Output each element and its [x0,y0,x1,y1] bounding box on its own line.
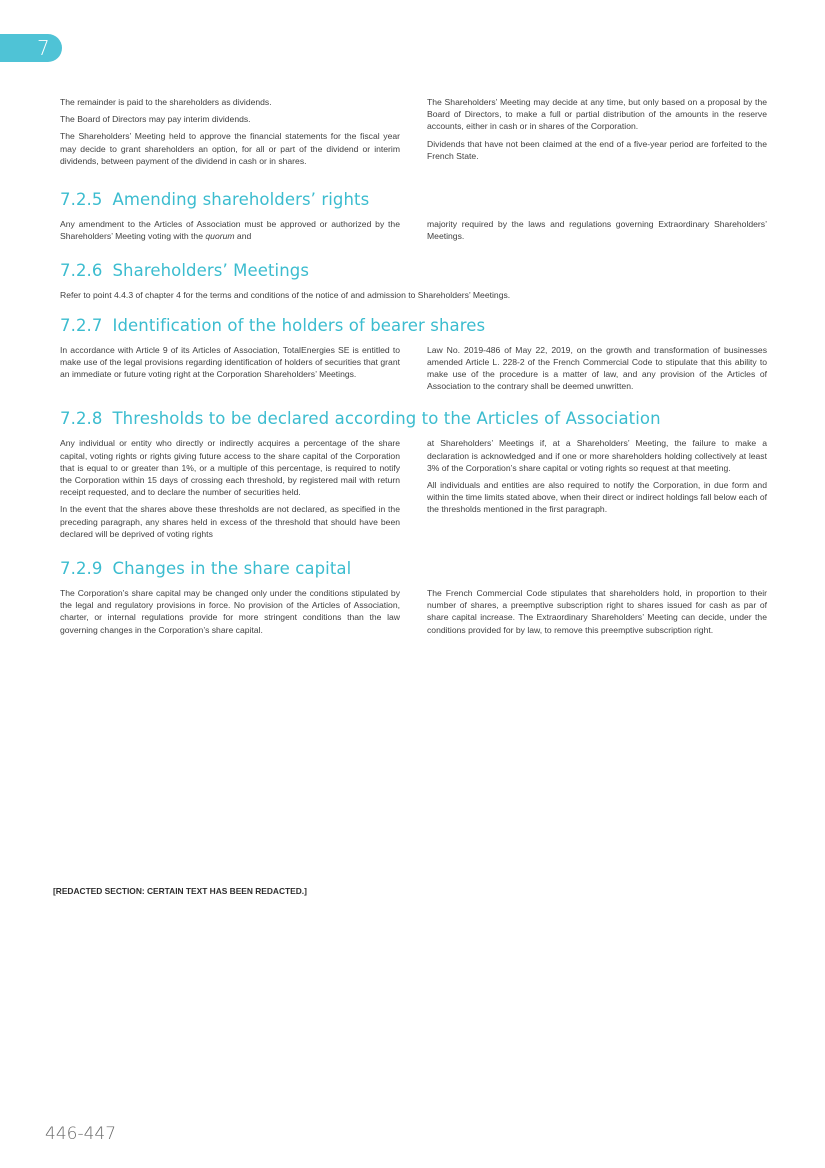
section-7-2-9 [60,559,767,641]
section-heading [60,559,767,579]
redacted-note: [REDACTED SECTION: CERTAIN TEXT HAS BEEN REDACTED.] [53,886,307,896]
section-7-2-6 [60,261,767,301]
paragraph: The Shareholders’ Meeting held to approve the financial statements for the fiscal year may decide to grant shareholders an option, for all or part of the dividend or interim dividends, between payment of the dividend in cash or in shares. [60,131,400,166]
chapter-tab: 7 [0,34,62,62]
paragraph: The remainder is paid to the shareholders as dividends. [60,97,272,107]
section-title: Amending shareholders’ rights [112,190,370,210]
paragraph: The Shareholders’ Meeting may decide at any time, but only based on a proposal by the Board of Directors, to make a full or partial distribution of the amounts in the reserve accounts, either in cash or in shares of the Corporation. [427,97,767,132]
section-heading [60,190,767,210]
section-title: Identification of the holders of bearer shares [112,315,486,335]
section-number: 7.2.5 [60,190,103,210]
paragraph: at Shareholders’ Meetings if, at a Shareholders’ Meeting, the failure to make a declaration is acknowledged and if one or more shareholders holding collectively at least 3% of the Corporation’s share capital or voting rights so request at that meeting. [427,438,767,473]
right-column [427,437,767,545]
paragraph: In accordance with Article 9 of its Articles of Association, TotalEnergies SE is entitled to make use of the legal provisions regarding identification of holders of securities that grant an immediate or future voting right at the Corporation Shareholders’ Meetings. [60,344,400,380]
section-7-2-5 [60,190,767,247]
paragraph: The Board of Directors may pay interim dividends. [60,114,251,125]
right-column [427,344,767,398]
emphasis: quorum [205,231,235,242]
text-run: and [234,231,252,242]
section-heading [60,261,767,281]
intro-left-column [60,96,400,172]
paragraph: Law No. 2019-486 of May 22, 2019, on the growth and transformation of businesses amended Article L. 228-2 of the French Commercial Code to stipulate that this ability to make use of the procedure is a matter of law, and any provision of the Articles of Association to the contrary shall be deemed unwritten. [427,344,767,392]
section-number: 7.2.9 [60,559,103,579]
section-number: 7.2.8 [60,409,103,429]
paragraph: Refer to point 4.4.3 of chapter 4 for the terms and conditions of the notice of and admission to Shareholders’ Meetings. [60,290,511,301]
section-title: Shareholders’ Meetings [112,261,310,281]
right-column [427,218,767,247]
paragraph: The French Commercial Code stipulates that shareholders hold, in proportion to their number of shares, a preemptive subscription right to shares issued for cash as par of share capital increase. The Extraordinary Shareholders’ Meeting can decide, under the conditions provided for by law, to remove this preemptive subscription right. [427,588,767,635]
paragraph: All individuals and entities are also required to notify the Corporation, in due form and within the time limits stated above, when their direct or indirect holdings fall below each of the thresholds mentioned in the first paragraph. [427,480,767,515]
left-column [60,344,400,398]
left-column [60,218,400,247]
page-number: 446-447 [45,1124,117,1144]
paragraph: In the event that the shares above these thresholds are not declared, as specified in the preceding paragraph, any shares held in excess of the threshold that should have been declared will be deprived of voting rights [60,504,400,539]
section-heading [60,409,767,429]
section-7-2-7 [60,316,767,398]
section-title: Thresholds to be declared according to the Articles of Association [112,409,661,429]
document-body [60,96,767,641]
paragraph: The Corporation’s share capital may be changed only under the conditions stipulated by the legal and regulatory provisions in force. No provision of the Articles of Association, charter, or internal regulations provide for more stringent conditions than the law governing changes in the Corporation’s share capital. [60,588,400,635]
intro-section [60,96,767,172]
right-column [427,587,767,641]
section-7-2-8 [60,409,767,545]
left-column [60,587,400,641]
paragraph: majority required by the laws and regulations governing Extraordinary Shareholders’ Meetings. [427,219,767,242]
intro-right-column [427,96,767,172]
paragraph: Any individual or entity who directly or indirectly acquires a percentage of the share capital, voting rights or rights giving future access to the share capital of the Corporation that is equal to or greater than 1%, or a multiple of this percentage, is required to notify the Corporation within 15 days of crossing each threshold, by registered mail with return receipt requested, and to declare the number of securities held. [60,438,400,498]
section-number: 7.2.6 [60,261,103,281]
section-number: 7.2.7 [60,315,103,335]
section-heading [60,316,767,336]
paragraph: Dividends that have not been claimed at the end of a five-year period are forfeited to the French State. [427,138,767,161]
paragraph [60,218,400,242]
section-title: Changes in the share capital [112,559,352,579]
text-run: Any amendment to the Articles of Association must be approved or authorized by the Shareholders’ Meeting voting with the [60,219,400,242]
left-column [60,437,400,545]
